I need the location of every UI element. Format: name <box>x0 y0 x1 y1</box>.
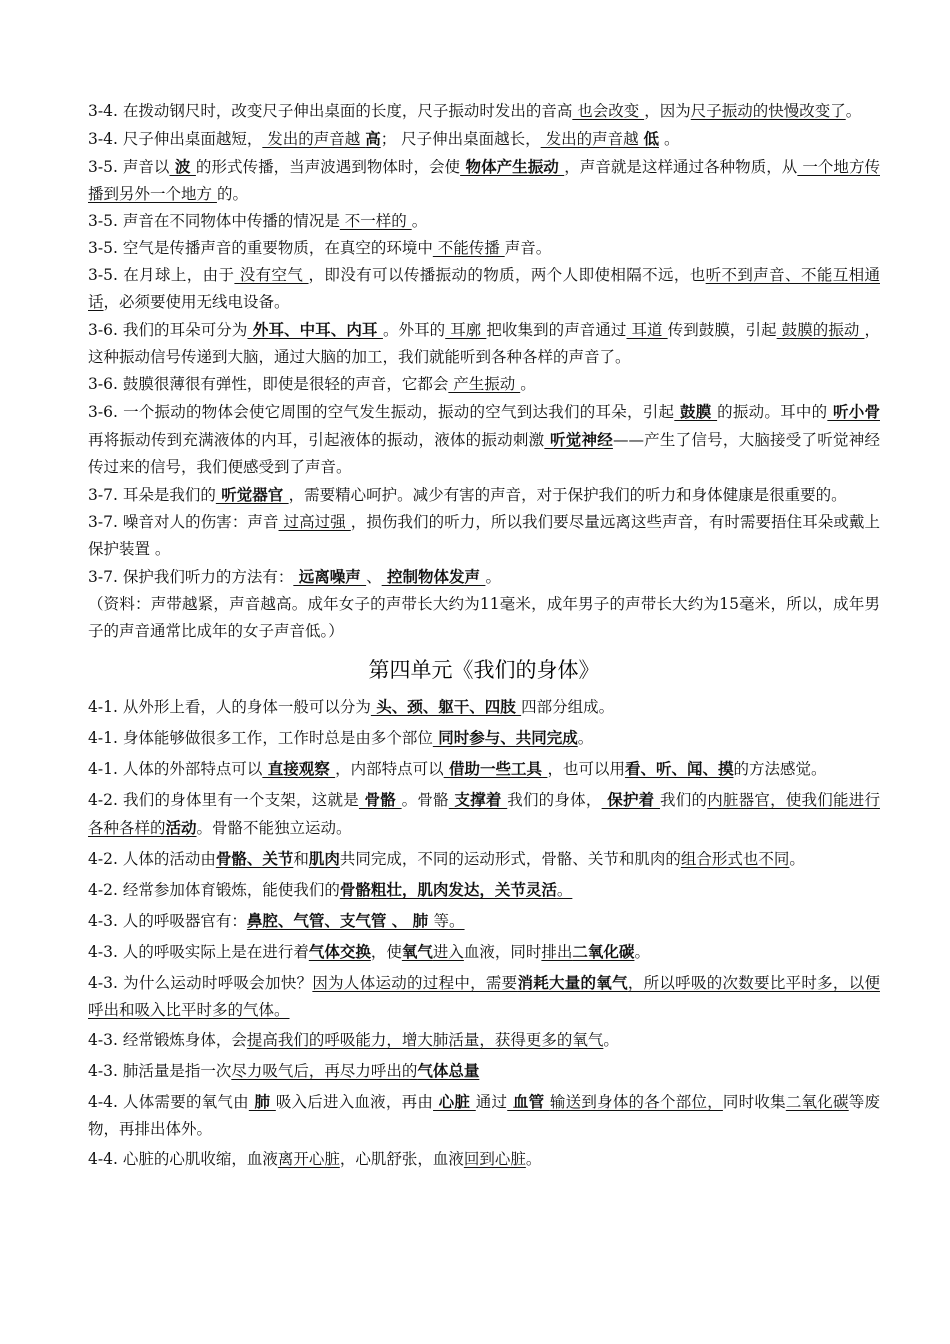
answer-underline <box>371 698 521 716</box>
underlined-text: ，所以呼吸的次数要比平时多，以便呼出和吸入比平时多的气体。 <box>88 974 880 1019</box>
answer-underline <box>309 943 371 961</box>
text-segment: 4-1. 人体的外部特点可以 <box>88 760 263 778</box>
answer-underline <box>625 760 734 778</box>
answer-blank: 听觉器官 <box>215 485 289 504</box>
underlined-text: 过高过强 <box>278 513 351 531</box>
answer-underline <box>433 1093 476 1111</box>
note-paragraph <box>88 481 880 509</box>
note-paragraph <box>88 724 880 752</box>
text-segment: 共同完成，不同的运动形式，骨骼、关节和肌肉的 <box>339 850 681 868</box>
underlined-text: 。 <box>556 881 573 899</box>
answer-underline <box>216 850 294 868</box>
answer-blank: 看、听、闻、摸 <box>624 759 734 778</box>
answer-underline <box>460 158 564 176</box>
answer-blank: 远离噪声 <box>293 567 367 586</box>
text-segment: 的。 <box>216 185 248 203</box>
text-segment: 。 <box>577 729 594 747</box>
answer-blank: 肌肉 <box>308 849 340 868</box>
note-paragraph <box>88 1088 880 1143</box>
underlined-text: 一个地方传播到另外一个地方 <box>88 158 880 203</box>
text-segment: 通过 <box>475 1093 508 1111</box>
text-segment: 声音。 <box>504 239 552 257</box>
text-segment: ，需要精心呵护。减少有害的声音，对于保护我们的听力和身体健康是很重要的。 <box>288 486 847 504</box>
text-segment: 4-3. 人的呼吸实际上是在进行着 <box>88 943 309 961</box>
text-segment: 血液，同时 <box>463 943 542 961</box>
answer-blank: 低 <box>643 129 660 148</box>
underlined-text: 发出的声音越 <box>262 130 366 148</box>
answer-underline <box>169 158 195 176</box>
answer-underline <box>249 1093 276 1111</box>
text-segment: 传到鼓膜，引起 <box>667 321 777 339</box>
note-paragraph <box>88 786 880 842</box>
answer-blank: 直接观察 <box>262 759 336 778</box>
answer-blank: 高 <box>365 129 381 148</box>
note-paragraph <box>88 591 880 645</box>
text-segment: ，因为 <box>644 102 691 120</box>
answer-blank: 气体总量 <box>417 1061 480 1080</box>
document-page <box>88 98 880 1173</box>
text-segment: ，这种振动信号传递到大脑，通过大脑的加工，我们就能听到各种各样的声音了。 <box>88 321 880 366</box>
answer-blank: 骨骼粗壮，肌肉发达，关节灵活 <box>339 880 557 899</box>
note-paragraph <box>88 208 880 235</box>
note-paragraph <box>88 235 880 262</box>
note-paragraph <box>88 371 880 398</box>
underlined-text: 尺子振动的快慢改变了 <box>690 102 846 120</box>
underlined-text: 没有空气 <box>234 266 309 284</box>
text-segment: 把收集到的声音通过 <box>486 321 627 339</box>
answer-blank: 鼓膜 <box>674 402 718 421</box>
underlined-text: 回到心脏 <box>463 1150 526 1168</box>
text-segment: 4-4. 人体需要的氧气由 <box>88 1093 249 1111</box>
text-segment: 的振动。耳中的 <box>717 403 828 421</box>
underlined-text: 排出 <box>541 943 573 961</box>
answer-underline <box>247 321 383 339</box>
answer-blank: 骨骼、关节 <box>215 849 294 868</box>
answer-blank: 活动 <box>165 818 197 837</box>
answer-underline <box>340 881 557 899</box>
note-paragraph <box>88 907 880 935</box>
note-paragraph <box>88 755 880 783</box>
text-segment: 4-4. 心脏的心肌收缩，血液 <box>88 1150 278 1168</box>
answer-blank: 心脏 <box>433 1092 476 1111</box>
answer-underline <box>602 791 660 809</box>
answer-blank: 氧气 <box>401 942 433 961</box>
text-segment: ，声音就是这样通过各种物质，从 <box>564 158 798 176</box>
text-segment: 四部分组成。 <box>521 698 615 716</box>
text-segment: 4-3. 人的呼吸器官有： <box>88 912 247 930</box>
answer-underline <box>293 568 366 586</box>
note-paragraph <box>88 262 880 316</box>
underlined-text: 因为人体运动的过程中，需要 <box>312 974 518 992</box>
answer-blank: 血管 <box>507 1092 550 1111</box>
text-segment: 的形式传播，当声波遇到物体时，会使 <box>195 158 461 176</box>
answer-blank: 听觉神经 <box>544 430 613 449</box>
note-paragraph <box>88 845 880 873</box>
answer-underline <box>166 819 197 837</box>
underlined-text: 等。 <box>433 912 465 930</box>
text-segment: ，损伤我们的听力，所以我们要尽量远离这些声音，有时需要捂住耳朵或戴上保护装置 。 <box>88 513 880 558</box>
text-segment: 4-3. 为什么运动时呼吸会加快？ <box>88 974 313 992</box>
text-segment: ，使 <box>370 943 402 961</box>
unit4-section <box>88 693 880 1173</box>
note-paragraph <box>88 125 880 153</box>
answer-blank: 骨骼 <box>358 790 402 809</box>
underlined-text: 耳道 <box>626 321 668 339</box>
answer-underline <box>544 431 613 449</box>
answer-blank: 气体交换 <box>308 942 371 961</box>
text-segment: 等废物，再排出体外。 <box>88 1093 880 1138</box>
underlined-text: 输送到身体的各个部位， <box>549 1093 723 1111</box>
answer-blank: 二氧化碳 <box>572 942 635 961</box>
answer-underline <box>507 1093 550 1111</box>
note-paragraph <box>88 98 880 125</box>
note-paragraph <box>88 1027 880 1054</box>
text-segment: 3-5. 声音在不同物体中传播的情况是 <box>88 212 340 230</box>
answer-blank: 波 <box>169 157 196 176</box>
text-segment: 3-6. 一个振动的物体会使它周围的空气发生振动，振动的空气到达我们的耳朵，引起 <box>88 403 675 421</box>
text-segment: 3-5. 空气是传播声音的重要物质，在真空的环境中 <box>88 239 433 257</box>
underlined-text: 提高我们的呼吸能力，增大肺活量，获得更多的氧气 <box>246 1031 604 1049</box>
answer-blank: 保护着 <box>601 790 661 809</box>
note-paragraph <box>88 1057 880 1085</box>
answer-underline <box>359 791 402 809</box>
underlined-text: 耳廓 <box>445 321 487 339</box>
answer-blank: 控制物体发声 <box>381 567 486 586</box>
underlined-text: 内脏器官，使我们能进行各种各样的 <box>88 791 880 837</box>
text-segment: 的方法感觉。 <box>733 760 827 778</box>
note-paragraph <box>88 969 880 1024</box>
text-segment: 3-7. 耳朵是我们的 <box>88 486 216 504</box>
note-paragraph <box>88 693 880 721</box>
text-segment: 4-3. 肺活量是指一次 <box>88 1062 232 1080</box>
answer-underline <box>644 130 660 148</box>
text-segment: 。 <box>603 1031 619 1049</box>
text-segment: ； 尺子伸出桌面越长， <box>380 130 541 148</box>
text-segment: 4-2. 我们的身体里有一个支架，这就是 <box>88 791 359 809</box>
text-segment: 和 <box>293 850 309 868</box>
answer-blank: 鼻腔、气管、支气管 、 肺 <box>246 911 434 930</box>
underlined-text: 尽力吸气后，再尽力呼出的 <box>231 1062 418 1080</box>
note-paragraph <box>88 509 880 563</box>
text-segment: 。 <box>789 850 805 868</box>
note-paragraph <box>88 153 880 208</box>
text-segment: ，心肌舒张，血液 <box>339 1150 464 1168</box>
underlined-text: 二氧化碳 <box>785 1093 849 1111</box>
note-paragraph <box>88 398 880 481</box>
answer-underline <box>216 486 289 504</box>
text-segment: 。 <box>659 130 680 148</box>
answer-underline <box>402 943 433 961</box>
text-segment: 3-6. 鼓膜很薄很有弹性，即使是很轻的声音，它都会 <box>88 375 449 393</box>
text-segment: 。外耳的 <box>382 321 446 339</box>
answer-blank: 头、颈、躯干、四肢 <box>370 697 522 716</box>
text-segment: 3-4. 尺子伸出桌面越短， <box>88 130 263 148</box>
answer-underline <box>674 403 717 421</box>
underlined-text: 鼓膜的振动 <box>776 321 865 339</box>
underlined-text: 也会改变 <box>572 102 645 120</box>
text-segment: ，即没有可以传播振动的物质，两个人即使相隔不远，也 <box>308 266 706 284</box>
underlined-text: 不能传播 <box>432 239 505 257</box>
underlined-text: 听不到声音、不能互相通话 <box>88 266 880 311</box>
note-paragraph <box>88 316 880 371</box>
text-segment: 3-7. 保护我们听力的方法有： <box>88 568 294 586</box>
answer-underline <box>517 974 627 992</box>
text-segment: 4-1. 从外形上看，人的身体一般可以分为 <box>88 698 371 716</box>
text-segment: 。骨骼 <box>401 791 449 809</box>
text-segment: 。 <box>411 212 428 230</box>
text-segment: 我们的身体， <box>507 791 602 809</box>
underlined-text: 离开心脏 <box>277 1150 340 1168</box>
underlined-text: 进入 <box>432 943 464 961</box>
answer-blank: 听小骨 <box>827 402 880 421</box>
text-segment: 我们的 <box>660 791 708 809</box>
underlined-text: 发出的声音越 <box>540 130 644 148</box>
note-paragraph <box>88 938 880 966</box>
note-paragraph <box>88 563 880 591</box>
text-segment: 3-5. 声音以 <box>88 158 170 176</box>
text-segment: 吸入后进入血液，再由 <box>275 1093 434 1111</box>
answer-underline <box>444 760 548 778</box>
answer-blank: 支撑着 <box>448 790 508 809</box>
text-segment: 。 <box>845 102 862 120</box>
answer-blank: 消耗大量的氧气 <box>517 973 628 992</box>
answer-underline <box>382 568 486 586</box>
text-segment: 3-4. 在拨动钢尺时，改变尺子伸出桌面的长度，尺子振动时发出的音高 <box>88 102 573 120</box>
text-segment: 。 <box>520 375 536 393</box>
underlined-text: 组合形式也不同 <box>680 850 790 868</box>
answer-blank: 同时参与、共同完成 <box>432 728 578 747</box>
answer-blank: 物体产生振动 <box>460 157 565 176</box>
text-segment: 。骨骼不能独立运动。 <box>196 819 352 837</box>
answer-underline <box>433 729 578 747</box>
text-segment: 。 <box>634 943 650 961</box>
answer-underline <box>309 850 340 868</box>
answer-blank: 外耳、中耳、内耳 <box>247 320 383 339</box>
answer-blank: 肺 <box>248 1092 276 1111</box>
answer-underline <box>247 912 434 930</box>
text-segment: ——产生了信号，大脑接受了听觉神经传过来的信号，我们便感受到了声音。 <box>88 431 880 476</box>
text-segment: 3-7. 噪音对人的伤害：声音 <box>88 513 279 531</box>
text-segment: 。 <box>525 1150 542 1168</box>
answer-underline <box>417 1062 479 1080</box>
text-segment: 3-6. 我们的耳朵可分为 <box>88 321 248 339</box>
underlined-text: 产生振动 <box>448 375 521 393</box>
text-segment: 4-3. 经常锻炼身体，会 <box>88 1031 247 1049</box>
answer-underline <box>262 760 335 778</box>
text-segment: （资料：声带越紧，声音越高。成年女子的声带长大约为11毫米，成年男子的声带长大约为15毫米，所以，成年男子的声音通常比成年的女子声音低。） <box>88 595 880 640</box>
underlined-text: 不一样的 <box>339 212 412 230</box>
text-segment: 4-2. 人体的活动由 <box>88 850 216 868</box>
text-segment: 。 <box>485 568 501 586</box>
text-segment: 4-2. 经常参加体育锻炼，能使我们的 <box>88 881 340 899</box>
answer-underline <box>365 130 381 148</box>
text-segment: 3-5. 在月球上，由于 <box>88 266 235 284</box>
answer-underline <box>827 403 880 421</box>
unit3-section <box>88 98 880 645</box>
note-paragraph <box>88 1146 880 1173</box>
text-segment: ，内部特点可以 <box>335 760 444 778</box>
text-segment: 、 <box>366 568 382 586</box>
text-segment: ，也可以用 <box>547 760 625 778</box>
text-segment: 再将振动传到充满液体的内耳，引起液体的振动，液体的振动刺激 <box>88 431 545 449</box>
answer-underline <box>449 791 507 809</box>
text-segment: 同时收集 <box>722 1093 786 1111</box>
unit4-heading: 第四单元《我们的身体》 <box>368 658 600 682</box>
text-segment: 4-1. 身体能够做很多工作，工作时总是由多个部位 <box>88 729 433 747</box>
answer-underline <box>572 943 634 961</box>
answer-blank: 借助一些工具 <box>443 759 548 778</box>
text-segment: ，必须要使用无线电设备。 <box>103 293 290 311</box>
note-paragraph <box>88 876 880 904</box>
